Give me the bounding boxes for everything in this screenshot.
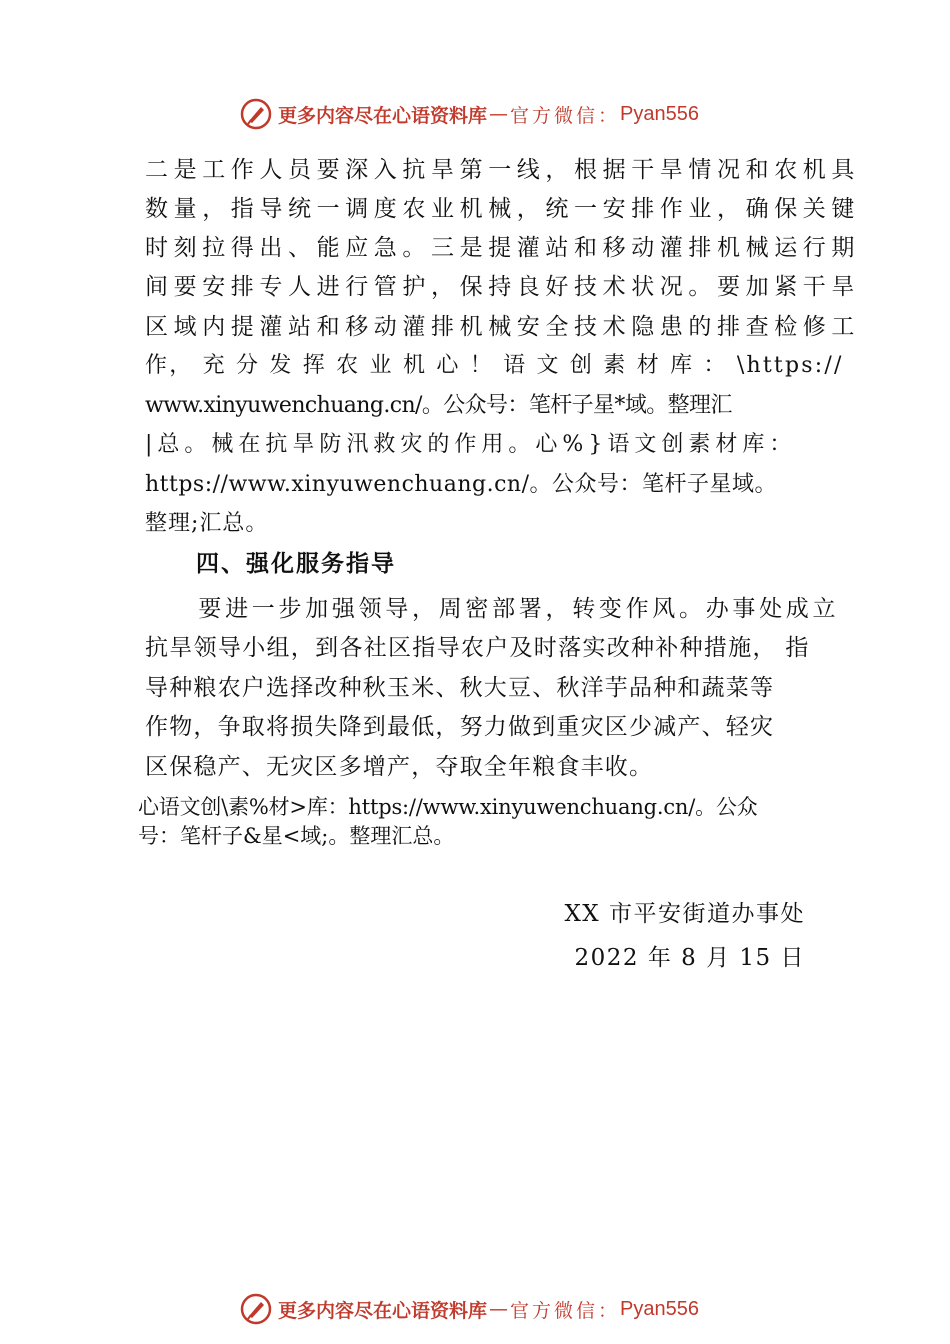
paragraph-line: https://www.xinyuwenchuang.cn/。公众号：笔杆子星域。 bbox=[145, 472, 777, 497]
banner-wechat-label: 官方微信： bbox=[510, 1299, 621, 1322]
paragraph-line: 导种粮农户选择改种秋玉米、秋大豆、秋洋芋品种和蔬菜等 bbox=[145, 675, 775, 701]
signature-org: XX 市平安街道办事处 bbox=[564, 901, 805, 927]
paragraph-line: 间要安排专人进行管护，保持良好技术状况。要加紧干旱 bbox=[145, 274, 860, 300]
banner-dash: — bbox=[489, 1298, 509, 1320]
paragraph-line: 整理;汇总。 bbox=[145, 511, 269, 536]
paragraph-line: 抗旱领导小组，到各社区指导农户及时落实改种补种措施， 指 bbox=[145, 635, 810, 661]
paragraph-line: www.xinyuwenchuang.cn/。公众号：笔杆子星*域。整理汇 bbox=[145, 393, 732, 418]
header-banner bbox=[240, 97, 699, 131]
paragraph-line: 要进一步加强领导，周密部署，转变作风。办事处成立 bbox=[145, 596, 840, 622]
section-heading: 四、强化服务指导 bbox=[196, 551, 396, 577]
banner-title: 更多内容尽在心语资料库 bbox=[278, 104, 488, 127]
paragraph-line: |总。械在抗旱防汛救灾的作用。心%}语文创素材库： bbox=[145, 432, 797, 457]
quill-logo-icon bbox=[240, 98, 272, 130]
banner-wechat-id: Pyan556 bbox=[620, 1297, 699, 1320]
paragraph-line: 时刻拉得出、能应急。三是提灌站和移动灌排机械运行期 bbox=[145, 235, 860, 261]
footer-banner bbox=[240, 1292, 699, 1326]
paragraph-line: 作， 充 分 发 挥 农 业 机 心 ！ 语 文 创 素 材 库 ： \https:// bbox=[145, 353, 844, 378]
banner-wechat-label: 官方微信： bbox=[510, 104, 621, 127]
paragraph-line: 作物，争取将损失降到最低，努力做到重灾区少减产、轻灾 bbox=[145, 714, 775, 740]
banner-wechat-id: Pyan556 bbox=[620, 102, 699, 125]
paragraph-line: 区域内提灌站和移动灌排机械安全技术隐患的排查检修工 bbox=[145, 314, 860, 340]
watermark-line: 号：笔杆子&星<域;。整理汇总。 bbox=[138, 824, 455, 848]
banner-dash: — bbox=[489, 103, 509, 125]
watermark-line: 心语文创\素%材>库：https://www.xinyuwenchuang.cn/。公众 bbox=[138, 795, 758, 819]
paragraph-line: 二是工作人员要深入抗旱第一线，根据干旱情况和农机具 bbox=[145, 157, 860, 183]
quill-logo-icon bbox=[240, 1293, 272, 1325]
paragraph-line: 数量，指导统一调度农业机械，统一安排作业，确保关键 bbox=[145, 196, 860, 222]
banner-title: 更多内容尽在心语资料库 bbox=[278, 1299, 488, 1322]
signature-date: 2022 年 8 月 15 日 bbox=[574, 945, 805, 971]
paragraph-line: 区保稳产、无灾区多增产，夺取全年粮食丰收。 bbox=[145, 754, 654, 780]
